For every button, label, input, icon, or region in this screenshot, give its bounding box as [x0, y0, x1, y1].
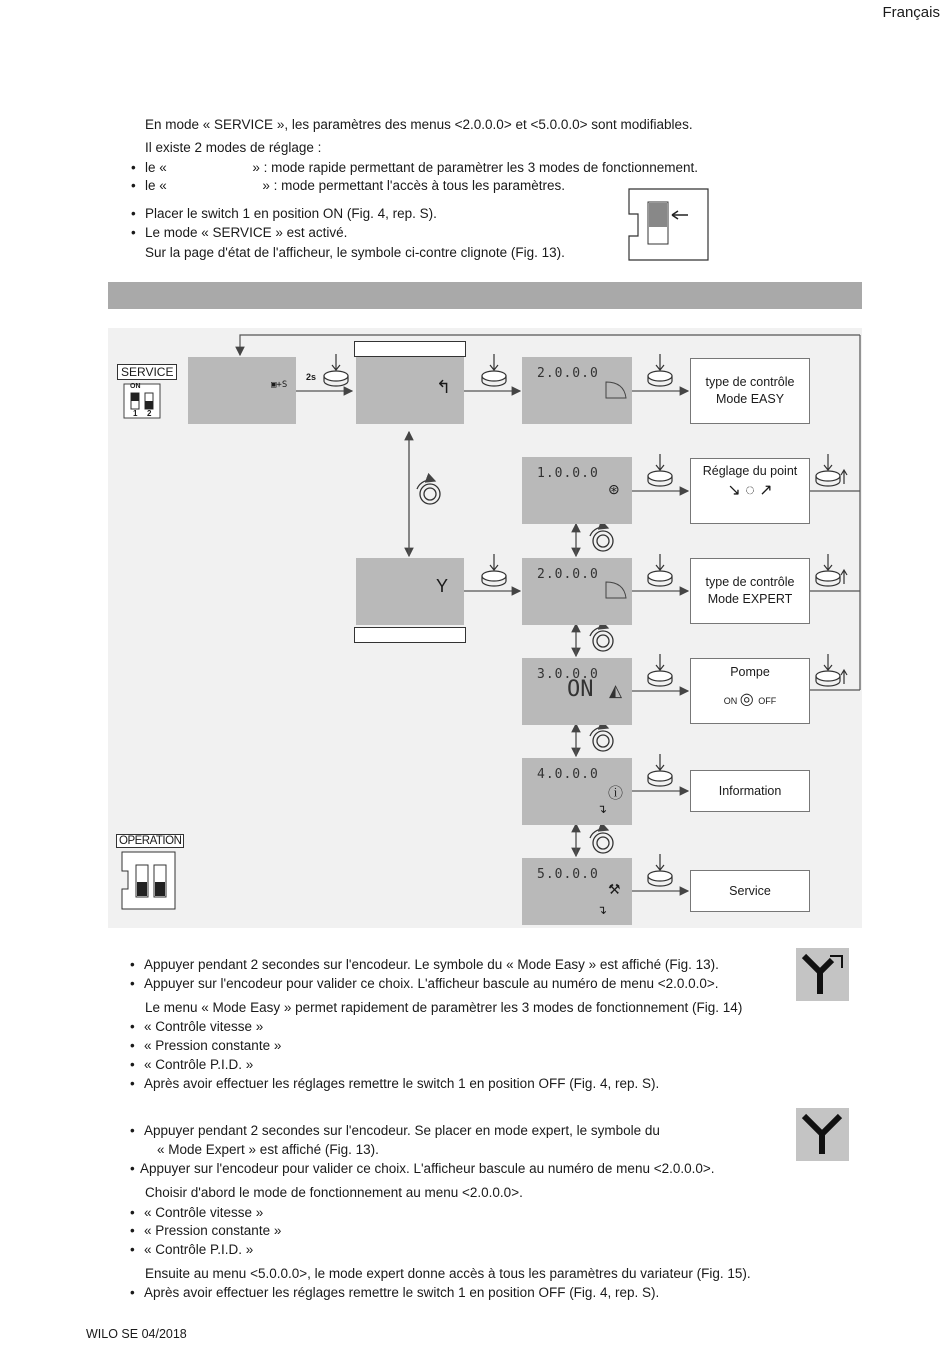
pompe-on: ON — [723, 696, 738, 706]
lcd-on-text: ON — [567, 677, 594, 702]
knob-arrows-icon: ↘ ◌ ↗ — [727, 482, 773, 499]
intro-step-2: • Le mode « SERVICE » est activé. — [131, 225, 348, 240]
intro-step-1-text: Placer le switch 1 en position ON (Fig. 4, rep. S). — [145, 206, 437, 221]
hold-time-label: 2s — [306, 372, 317, 382]
expert-bullet-1-text: Appuyer pendant 2 secondes sur l'encodeur. Se placer en mode expert, le symbole du — [144, 1123, 660, 1138]
service-switch-icon — [120, 382, 162, 420]
easy-list-3-text: « Contrôle P.I.D. » — [144, 1057, 254, 1072]
box-service — [690, 870, 810, 912]
curve-icon — [604, 380, 628, 400]
down-arrow-icon: ↴ — [597, 903, 608, 917]
service-switch-1: 1 — [133, 409, 138, 418]
box-expert-line1: type de contrôle — [705, 575, 795, 589]
expert-list-3-text: « Contrôle P.I.D. » — [144, 1242, 254, 1257]
easy-bullet-1-text: Appuyer pendant 2 secondes sur l'encodeur. Le symbole du « Mode Easy » est affiché (Fig. 13). — [144, 957, 719, 972]
lcd-5000-text: 5.0.0.0 — [537, 867, 599, 882]
expert-list-2: • « Pression constante » — [130, 1223, 282, 1238]
status-symbol-icon: ▣+S — [271, 380, 288, 390]
easy-mode-symbol-icon — [796, 948, 849, 1001]
lcd-easy-2000-text: 2.0.0.0 — [537, 366, 599, 381]
info-icon: ⓘ — [608, 785, 624, 802]
box-information — [690, 770, 810, 812]
easy-list-4: • Après avoir effectuer les réglages remettre le switch 1 en position OFF (Fig. 4, rep. S). — [130, 1076, 660, 1091]
footer: WILO SE 04/2018 — [86, 1327, 187, 1341]
easy-para: Le menu « Mode Easy » permet rapidement de paramètrer les 3 modes de fonctionnement (Fig. 14) — [145, 1000, 743, 1015]
intro-note: Sur la page d'état de l'afficheur, le symbole ci-contre clignote (Fig. 13). — [145, 245, 565, 260]
lcd-1000-text: 1.0.0.0 — [537, 466, 599, 481]
easy-list-4-text: Après avoir effectuer les réglages remettre le switch 1 en position OFF (Fig. 4, rep. S). — [144, 1076, 660, 1091]
easy-bullet-2: • Appuyer sur l'encodeur pour valider ce choix. L'afficheur bascule au numéro de menu <2.0.0.0>. — [130, 976, 719, 991]
language-label: Français — [882, 4, 940, 21]
intro-bullet-2-suffix: » : mode permettant l'accès à tous les paramètres. — [262, 178, 566, 193]
box-easy-line2: Mode EASY — [715, 392, 785, 406]
knob-icon: ◎ — [739, 691, 759, 708]
intro-bullet-1-suffix: » : mode rapide permettant de paramètrer les 3 modes de fonctionnement. — [252, 160, 699, 175]
box-expert-line2: Mode EXPERT — [707, 592, 793, 606]
easy-list-2: • « Pression constante » — [130, 1038, 282, 1053]
expert-para-2: Ensuite au menu <5.0.0.0>, le mode expert donne accès à tous les paramètres du variateur (Fig. 15). — [145, 1266, 751, 1281]
expert-list-3: • « Contrôle P.I.D. » — [130, 1242, 254, 1257]
lcd-3000-text: 3.0.0.0 — [537, 667, 599, 682]
expert-bullet-2-text: Appuyer sur l'encodeur pour valider ce choix. L'afficheur bascule au numéro de menu <2.0.0.0>. — [140, 1161, 715, 1176]
expert-title-box — [354, 627, 466, 643]
box-reglage-text: Réglage du point — [702, 464, 798, 478]
service-label: SERVICE — [117, 364, 177, 380]
operation-label: OPERATION — [116, 834, 184, 848]
intro-line-1: En mode « SERVICE », les paramètres des menus <2.0.0.0> et <5.0.0.0> sont modifiables. — [145, 117, 693, 132]
intro-bullet-2-prefix: le « — [145, 178, 167, 193]
box-easy — [690, 358, 810, 424]
box-pompe — [690, 658, 810, 724]
expert-bullet-4-text: Après avoir effectuer les réglages remettre le switch 1 en position OFF (Fig. 4, rep. S). — [144, 1285, 660, 1300]
expert-bullet-4: • Après avoir effectuer les réglages remettre le switch 1 en position OFF (Fig. 4, rep. S). — [130, 1285, 660, 1300]
operation-switch-icon — [118, 851, 178, 911]
expert-para-1: Choisir d'abord le mode de fonctionnement au menu <2.0.0.0>. — [145, 1185, 523, 1200]
easy-list-3: • « Contrôle P.I.D. » — [130, 1057, 254, 1072]
down-arrow-icon: ↴ — [597, 802, 608, 816]
pompe-off: OFF — [758, 696, 777, 706]
box-information-text: Information — [718, 783, 782, 798]
pompe-switch — [724, 691, 776, 710]
box-easy-line1: type de contrôle — [705, 375, 795, 389]
easy-bullet-2-text: Appuyer sur l'encodeur pour valider ce choix. L'afficheur bascule au numéro de menu <2.0.0.0>. — [144, 976, 719, 991]
expert-list-1-text: « Contrôle vitesse » — [144, 1205, 264, 1220]
intro-step-2-text: Le mode « SERVICE » est activé. — [145, 225, 348, 240]
lcd-4000-text: 4.0.0.0 — [537, 767, 599, 782]
expert-bullet-2: • Appuyer sur l'encodeur pour valider ce choix. L'afficheur bascule au numéro de menu <2.0.0.0>. — [130, 1161, 715, 1176]
intro-bullet-1-prefix: le « — [145, 160, 167, 175]
easy-list-1-text: « Contrôle vitesse » — [144, 1019, 264, 1034]
easy-list-2-text: « Pression constante » — [144, 1038, 282, 1053]
box-expert — [690, 558, 810, 624]
curve-icon — [604, 580, 628, 600]
expert-mode-symbol-icon — [796, 1108, 849, 1161]
easy-list-1: • « Contrôle vitesse » — [130, 1019, 264, 1034]
intro-line-2: Il existe 2 modes de réglage : — [145, 140, 322, 155]
easy-bullet-1: • Appuyer pendant 2 secondes sur l'encodeur. Le symbole du « Mode Easy » est affiché (Fig. 13). — [130, 957, 719, 972]
expert-bullet-1b: « Mode Expert » est affiché (Fig. 13). — [157, 1142, 379, 1157]
intro-bullet-2: • le « » : mode permettant l'accès à tous les paramètres. — [131, 178, 566, 193]
easy-title-box — [354, 341, 466, 357]
wrench-icon: ⚒ — [608, 881, 621, 897]
service-switch-on: ON — [130, 383, 141, 390]
setpoint-icon: ⊛ — [608, 481, 620, 497]
box-pompe-text: Pompe — [730, 665, 770, 679]
service-switch-2: 2 — [147, 409, 152, 418]
expert-list-1: • « Contrôle vitesse » — [130, 1205, 264, 1220]
status-display — [188, 357, 296, 424]
easy-mode-icon: ↰ — [436, 377, 452, 397]
lcd-expert-2000-text: 2.0.0.0 — [537, 567, 599, 582]
box-reglage — [690, 458, 810, 524]
pump-icon: ◭ — [609, 681, 623, 700]
intro-step-1: • Placer le switch 1 en position ON (Fig. 4, rep. S). — [131, 206, 437, 221]
expert-mode-icon: Y — [436, 576, 449, 596]
intro-bullet-1: • le « » : mode rapide permettant de paramètrer les 3 modes de fonctionnement. — [131, 160, 699, 175]
expert-bullet-1: • Appuyer pendant 2 secondes sur l'encodeur. Se placer en mode expert, le symbole du — [130, 1123, 660, 1138]
expert-list-2-text: « Pression constante » — [144, 1223, 282, 1238]
box-service-text: Service — [729, 883, 771, 898]
